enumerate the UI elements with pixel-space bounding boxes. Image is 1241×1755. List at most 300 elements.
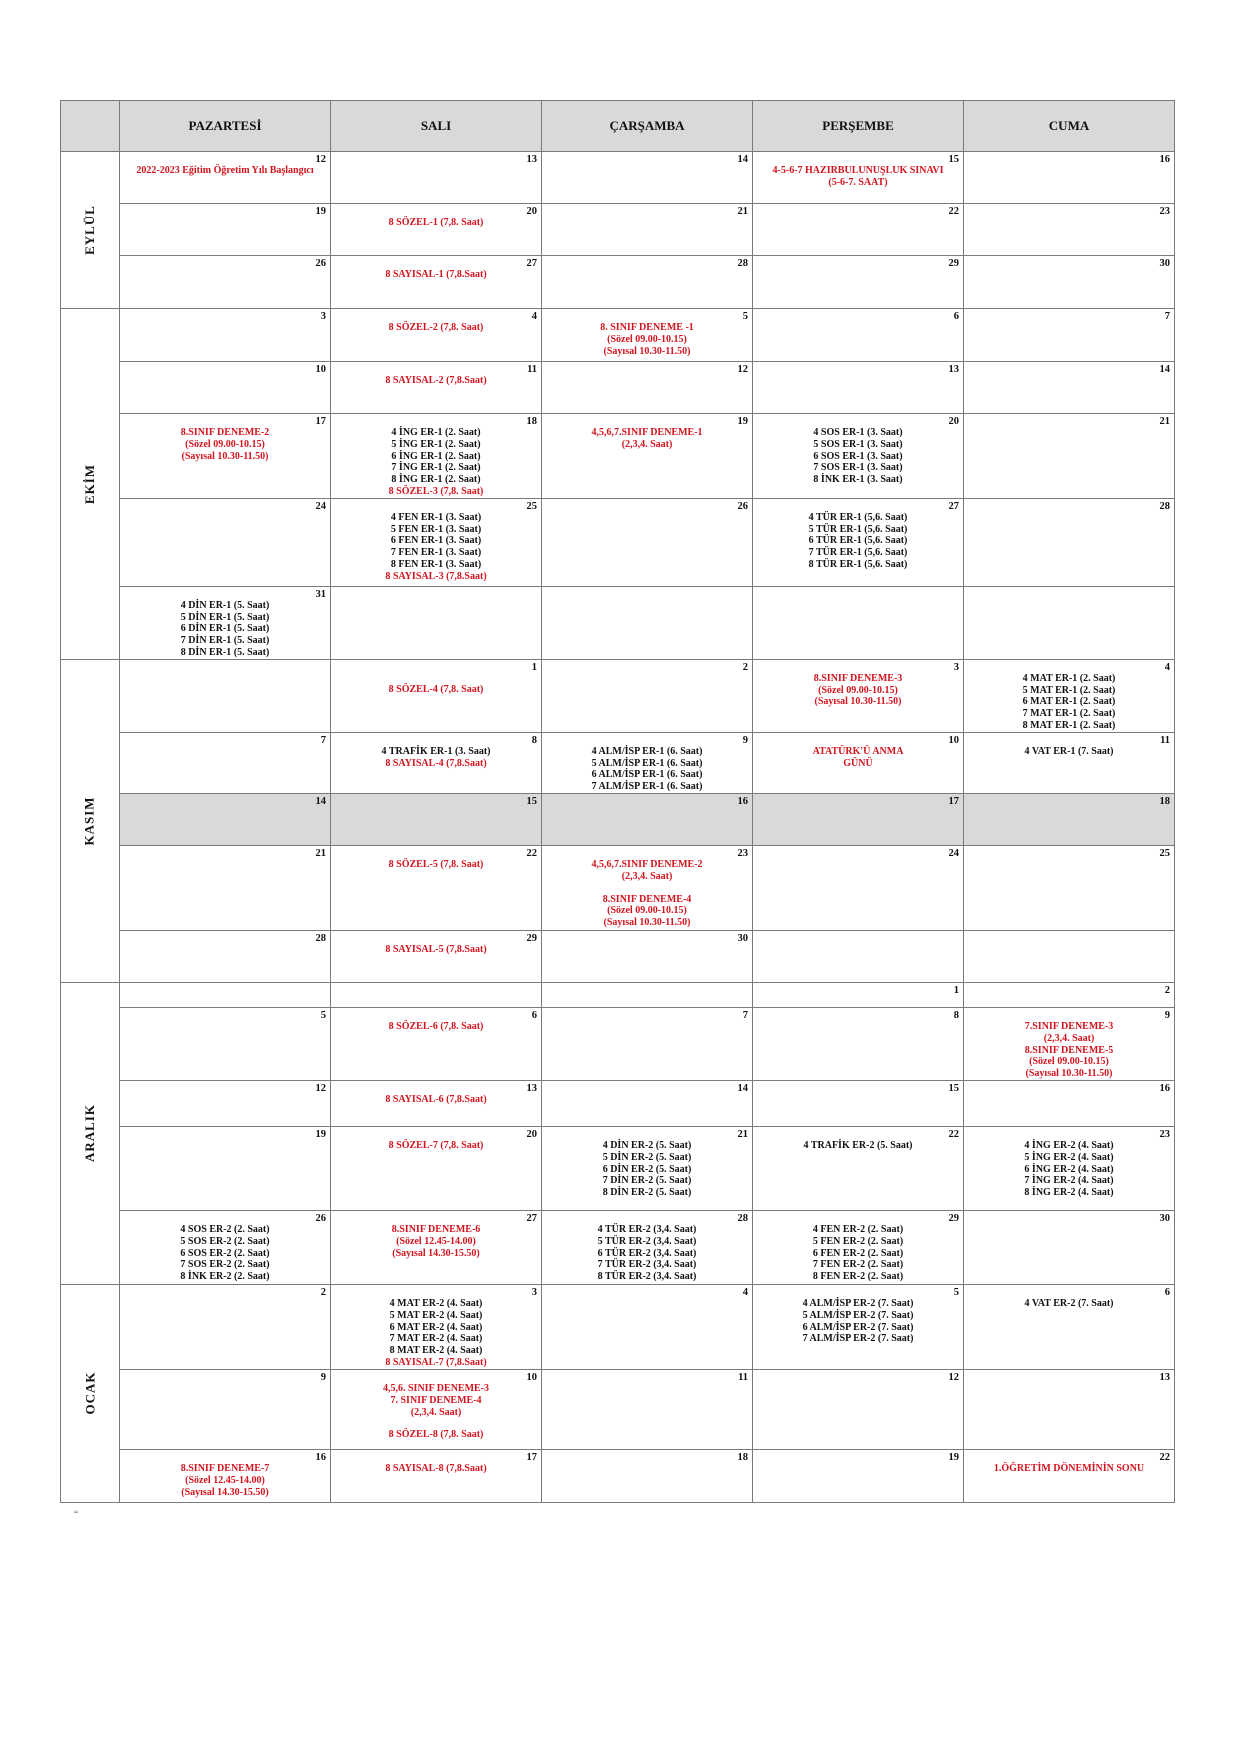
day-number: 23 <box>1159 1128 1171 1140</box>
event-exam-entry: 4 TÜR ER-2 (3,4. Saat) <box>597 1223 697 1235</box>
event-highlight: (Sözel 12.45-14.00) <box>396 1235 476 1247</box>
day-cell <box>120 152 331 204</box>
event-exam-entry: 5 TÜR ER-2 (3,4. Saat) <box>597 1235 697 1247</box>
event-exam-entry: 6 İNG ER-2 (4. Saat) <box>1024 1163 1114 1175</box>
event-exam-entry: 7 FEN ER-1 (3. Saat) <box>390 547 482 559</box>
event-highlight: (Sayısal 14.30-15.50) <box>392 1247 480 1259</box>
day-cell <box>964 1369 1175 1449</box>
day-number: 17 <box>315 416 327 427</box>
day-cell <box>331 586 542 659</box>
event-exam-entry: 5 FEN ER-1 (3. Saat) <box>390 523 482 535</box>
day-number: 26 <box>737 500 749 512</box>
event-exam-entry: 4 ALM/İSP ER-1 (6. Saat) <box>591 745 703 757</box>
day-cell <box>331 1007 542 1080</box>
event-exam-entry: 4 VAT ER-1 (7. Saat) <box>1024 745 1114 757</box>
day-number: 30 <box>1159 258 1171 269</box>
day-number: 29 <box>526 932 538 944</box>
event-exam-entry: 8 DİN ER-2 (5. Saat) <box>602 1187 692 1199</box>
day-number: 13 <box>948 364 960 375</box>
day-number: 21 <box>315 847 327 859</box>
day-cell <box>331 930 542 982</box>
day-cell <box>542 586 753 659</box>
day-cell <box>542 930 753 982</box>
event-exam-entry: 5 ALM/İSP ER-2 (7. Saat) <box>802 1309 914 1321</box>
week-row <box>61 362 1175 414</box>
day-cell <box>542 845 753 930</box>
event-exam-entry: 6 DİN ER-1 (5. Saat) <box>180 623 270 635</box>
day-cell <box>964 1007 1175 1080</box>
event-exam-entry: 8 İNK ER-2 (2. Saat) <box>180 1271 270 1283</box>
day-cell <box>753 1284 964 1369</box>
day-number: 23 <box>737 847 749 859</box>
day-number: 29 <box>948 258 960 269</box>
corner-cell <box>61 101 120 152</box>
event-highlight: GÜNÜ <box>843 757 873 769</box>
day-cell <box>964 1080 1175 1126</box>
day-cell <box>542 1210 753 1284</box>
day-number: 4 <box>742 1286 749 1298</box>
event-highlight: (2,3,4. Saat) <box>410 1406 462 1418</box>
day-cell <box>542 498 753 586</box>
event-exam-entry: 8 TÜR ER-2 (3,4. Saat) <box>597 1271 697 1283</box>
day-cell <box>753 793 964 845</box>
event-exam-entry: 5 MAT ER-2 (4. Saat) <box>389 1309 483 1321</box>
day-number: 27 <box>526 1212 538 1224</box>
event-exam-entry: 4 VAT ER-2 (7. Saat) <box>1024 1297 1114 1309</box>
event-exam-entry: 4 FEN ER-2 (2. Saat) <box>812 1223 904 1235</box>
day-number: 30 <box>737 932 749 944</box>
day-number: 6 <box>953 311 960 322</box>
day-cell <box>120 1210 331 1284</box>
event-exam-entry: 5 SOS ER-1 (3. Saat) <box>813 438 903 450</box>
event-exam-entry: 8 MAT ER-2 (4. Saat) <box>389 1345 483 1357</box>
day-number: 21 <box>737 1128 749 1140</box>
day-number: 8 <box>531 734 538 746</box>
day-cell <box>753 414 964 499</box>
day-number: 30 <box>1159 1212 1171 1224</box>
header-carsamba: ÇARŞAMBA <box>542 101 753 152</box>
day-cell <box>964 414 1175 499</box>
day-cell <box>542 256 753 309</box>
week-row <box>61 1080 1175 1126</box>
month-label-cell <box>61 1284 120 1502</box>
event-highlight: 8. SINIF DENEME -1 <box>600 322 694 333</box>
day-cell <box>964 1126 1175 1210</box>
day-cell <box>331 1126 542 1210</box>
day-number: 9 <box>742 734 749 746</box>
day-cell <box>753 204 964 256</box>
day-number: 2 <box>1164 984 1171 996</box>
day-cell <box>753 1210 964 1284</box>
event-exam-entry: 8 FEN ER-2 (2. Saat) <box>812 1271 904 1283</box>
event-highlight: 8.SINIF DENEME-4 <box>602 893 692 905</box>
day-number: 12 <box>737 364 749 375</box>
event-exam-entry: 7 TÜR ER-1 (5,6. Saat) <box>808 547 908 559</box>
event-highlight: (2,3,4. Saat) <box>1043 1032 1095 1044</box>
day-cell <box>964 152 1175 204</box>
day-number: 11 <box>1160 734 1171 746</box>
event-exam-entry: 4 SOS ER-2 (2. Saat) <box>180 1223 270 1235</box>
day-cell <box>964 659 1175 732</box>
event-exam-entry: 4 MAT ER-1 (2. Saat) <box>1022 672 1116 684</box>
week-row <box>61 793 1175 845</box>
day-cell <box>964 930 1175 982</box>
day-number: 17 <box>526 1451 538 1463</box>
month-name: KASIM <box>82 796 97 846</box>
day-cell <box>964 732 1175 793</box>
day-cell <box>331 362 542 414</box>
event-highlight: 8.SINIF DENEME-3 <box>813 672 903 684</box>
week-row <box>61 1007 1175 1080</box>
day-number: 11 <box>527 364 538 375</box>
day-cell <box>331 152 542 204</box>
day-cell <box>753 256 964 309</box>
month-label-cell <box>61 309 120 660</box>
day-number: 18 <box>526 416 538 427</box>
day-number: 4 <box>531 311 538 322</box>
day-cell <box>964 1449 1175 1502</box>
month-label-cell <box>61 659 120 982</box>
event-highlight: 8 SÖZEL-5 (7,8. Saat) <box>388 858 484 870</box>
event-highlight: 8 SAYISAL-8 (7,8.Saat) <box>385 1462 487 1474</box>
day-cell <box>331 1210 542 1284</box>
event-exam-entry: 4 İNG ER-1 (2. Saat) <box>391 427 481 438</box>
day-cell <box>964 256 1175 309</box>
day-number: 25 <box>526 500 538 512</box>
event-exam-entry: 5 DİN ER-1 (5. Saat) <box>180 611 270 623</box>
day-number <box>331 983 541 996</box>
day-cell <box>120 1080 331 1126</box>
event-highlight: (Sözel 09.00-10.15) <box>607 333 687 345</box>
event-exam-entry: 4 SOS ER-1 (3. Saat) <box>813 427 903 438</box>
day-number <box>753 931 963 944</box>
day-number: 31 <box>315 588 327 600</box>
day-cell <box>331 1284 542 1369</box>
weekday-header-row <box>61 101 1175 152</box>
day-number: 5 <box>320 1009 327 1021</box>
event-highlight: (Sözel 09.00-10.15) <box>818 684 898 696</box>
event-highlight: 8 SAYISAL-3 (7,8.Saat) <box>385 570 487 582</box>
event-exam-entry: 6 SOS ER-1 (3. Saat) <box>813 450 903 462</box>
event-highlight: 8 SÖZEL-7 (7,8. Saat) <box>388 1139 484 1151</box>
event-exam-entry: 6 DİN ER-2 (5. Saat) <box>602 1163 692 1175</box>
day-number: 15 <box>948 1082 960 1094</box>
day-cell <box>964 498 1175 586</box>
event-exam-entry: 4 TRAFİK ER-1 (3. Saat) <box>381 745 491 757</box>
day-cell <box>331 659 542 732</box>
event-highlight: 4,5,6,7.SINIF DENEME-2 <box>591 858 703 870</box>
event-highlight: (Sayısal 10.30-11.50) <box>181 450 269 462</box>
event-highlight: 8 SÖZEL-4 (7,8. Saat) <box>388 683 484 695</box>
day-cell <box>542 1126 753 1210</box>
day-cell <box>331 256 542 309</box>
day-number: 18 <box>737 1451 749 1463</box>
day-cell <box>120 1449 331 1502</box>
event-highlight: (Sayısal 10.30-11.50) <box>814 696 902 708</box>
day-number: 22 <box>948 1128 960 1140</box>
event-exam-entry: 6 ALM/İSP ER-2 (7. Saat) <box>802 1321 914 1333</box>
week-row <box>61 1449 1175 1502</box>
event-highlight: 8.SINIF DENEME-7 <box>180 1462 270 1474</box>
day-cell <box>964 793 1175 845</box>
week-row <box>61 732 1175 793</box>
day-cell <box>120 732 331 793</box>
day-number: 1 <box>953 984 960 996</box>
day-cell <box>753 152 964 204</box>
day-cell <box>753 1007 964 1080</box>
day-cell <box>964 362 1175 414</box>
exam-calendar-table <box>60 100 1175 1503</box>
event-spacer <box>331 1418 541 1429</box>
day-number: 21 <box>737 206 749 217</box>
event-spacer <box>120 859 330 870</box>
month-name: OCAK <box>82 1371 97 1415</box>
day-number: 17 <box>948 795 960 807</box>
day-number: 13 <box>1159 1371 1171 1383</box>
day-number: 6 <box>1164 1286 1171 1298</box>
week-row <box>61 1284 1175 1369</box>
day-cell <box>331 845 542 930</box>
day-cell <box>542 1007 753 1080</box>
day-cell <box>964 204 1175 256</box>
day-number: 22 <box>1159 1451 1171 1463</box>
day-cell <box>120 793 331 845</box>
day-number: 24 <box>948 847 960 859</box>
day-cell <box>753 309 964 362</box>
event-exam-entry: 6 İNG ER-1 (2. Saat) <box>391 450 481 462</box>
week-row <box>61 659 1175 732</box>
day-number: 15 <box>526 795 538 807</box>
event-exam-entry: 5 TÜR ER-1 (5,6. Saat) <box>808 523 908 535</box>
day-cell <box>542 1449 753 1502</box>
day-number: 1 <box>531 661 538 673</box>
day-number: 19 <box>315 1128 327 1140</box>
day-cell <box>120 1126 331 1210</box>
event-highlight: (Sözel 12.45-14.00) <box>185 1474 265 1486</box>
day-number: 21 <box>1159 416 1171 427</box>
day-number: 24 <box>315 500 327 512</box>
day-cell <box>753 1126 964 1210</box>
event-highlight: 8 SAYISAL-4 (7,8.Saat) <box>385 757 487 769</box>
week-row <box>61 414 1175 499</box>
event-highlight: 8 SAYISAL-1 (7,8.Saat) <box>385 269 487 280</box>
day-cell <box>753 586 964 659</box>
week-row <box>61 982 1175 1007</box>
day-cell <box>964 1210 1175 1284</box>
event-spacer <box>542 883 752 894</box>
event-exam-entry: 5 SOS ER-2 (2. Saat) <box>180 1235 270 1247</box>
week-row <box>61 1210 1175 1284</box>
day-number: 22 <box>948 206 960 217</box>
day-number: 20 <box>526 206 538 217</box>
day-cell <box>542 204 753 256</box>
day-number: 28 <box>737 1212 749 1224</box>
day-cell <box>753 659 964 732</box>
day-number: 28 <box>737 258 749 269</box>
day-number: 28 <box>1159 500 1171 512</box>
day-number: 6 <box>531 1009 538 1021</box>
day-cell <box>120 414 331 499</box>
event-exam-entry: 7 İNG ER-2 (4. Saat) <box>1024 1175 1114 1187</box>
event-highlight: ATATÜRK'Ü ANMA <box>812 745 904 757</box>
day-cell <box>331 204 542 256</box>
footnote-mark: “ <box>74 1509 78 1519</box>
day-number: 5 <box>742 311 749 322</box>
day-number: 13 <box>526 1082 538 1094</box>
event-highlight: 8.SINIF DENEME-6 <box>391 1223 481 1235</box>
event-exam-entry: 4 TÜR ER-1 (5,6. Saat) <box>808 511 908 523</box>
day-number: 27 <box>948 500 960 512</box>
day-cell <box>120 204 331 256</box>
event-highlight: (Sözel 09.00-10.15) <box>607 905 687 917</box>
day-number <box>753 587 963 600</box>
day-cell <box>120 930 331 982</box>
day-cell <box>542 414 753 499</box>
week-row <box>61 930 1175 982</box>
day-number: 2 <box>320 1286 327 1298</box>
event-highlight: 7.SINIF DENEME-3 <box>1024 1020 1114 1032</box>
event-highlight: (Sayısal 10.30-11.50) <box>1025 1068 1113 1080</box>
day-number: 8 <box>953 1009 960 1021</box>
month-name: EYLÜL <box>82 205 98 255</box>
event-highlight: 8 SÖZEL-1 (7,8. Saat) <box>388 217 484 228</box>
day-number: 29 <box>948 1212 960 1224</box>
event-highlight: (5-6-7. SAAT) <box>828 176 888 188</box>
month-label-cell <box>61 152 120 309</box>
day-cell <box>542 732 753 793</box>
day-number <box>331 587 541 600</box>
day-cell <box>120 1369 331 1449</box>
event-highlight: 2022-2023 Eğitim Öğretim Yılı Başlangıcı <box>136 165 314 176</box>
event-highlight: 8 SÖZEL-6 (7,8. Saat) <box>388 1020 484 1032</box>
day-cell <box>331 732 542 793</box>
day-cell <box>964 845 1175 930</box>
event-exam-entry: 4 İNG ER-2 (4. Saat) <box>1024 1139 1114 1151</box>
event-highlight: 8.SINIF DENEME-5 <box>1024 1044 1114 1056</box>
header-pazartesi: PAZARTESİ <box>120 101 331 152</box>
day-number: 18 <box>1159 795 1171 807</box>
event-highlight: 8 SÖZEL-8 (7,8. Saat) <box>388 1429 484 1441</box>
day-number: 27 <box>526 258 538 269</box>
event-highlight: (Sayısal 10.30-11.50) <box>603 345 691 357</box>
event-highlight: 4-5-6-7 HAZIRBULUNUŞLUK SINAVI <box>772 165 944 176</box>
day-cell <box>542 982 753 1007</box>
header-cuma: CUMA <box>964 101 1175 152</box>
day-cell <box>331 1369 542 1449</box>
day-cell <box>542 1284 753 1369</box>
day-number: 19 <box>948 1451 960 1463</box>
event-exam-entry: 7 ALM/İSP ER-2 (7. Saat) <box>802 1333 914 1345</box>
day-cell <box>542 1080 753 1126</box>
day-cell <box>542 659 753 732</box>
day-number: 14 <box>737 1082 749 1094</box>
event-exam-entry: 7 SOS ER-1 (3. Saat) <box>813 462 903 474</box>
header-persembe: PERŞEMBE <box>753 101 964 152</box>
day-number: 11 <box>738 1371 749 1383</box>
event-exam-entry: 5 MAT ER-1 (2. Saat) <box>1022 684 1116 696</box>
day-cell <box>542 309 753 362</box>
event-exam-entry: 8 DİN ER-1 (5. Saat) <box>180 646 270 658</box>
event-exam-entry: 7 MAT ER-1 (2. Saat) <box>1022 708 1116 720</box>
day-cell <box>120 309 331 362</box>
day-cell <box>331 309 542 362</box>
event-exam-entry: 5 ALM/İSP ER-1 (6. Saat) <box>591 757 703 769</box>
day-number: 13 <box>526 154 538 165</box>
day-number <box>542 587 752 600</box>
week-row <box>61 1369 1175 1449</box>
month-label-cell <box>61 982 120 1284</box>
event-exam-entry: 6 FEN ER-1 (3. Saat) <box>390 535 482 547</box>
day-cell <box>331 1449 542 1502</box>
event-highlight: 8 SAYISAL-6 (7,8.Saat) <box>385 1093 487 1105</box>
week-row <box>61 309 1175 362</box>
day-number: 28 <box>315 932 327 944</box>
day-number: 2 <box>742 661 749 673</box>
day-cell <box>542 1369 753 1449</box>
day-cell <box>753 498 964 586</box>
day-cell <box>964 586 1175 659</box>
event-exam-entry: 5 İNG ER-2 (4. Saat) <box>1024 1151 1114 1163</box>
day-number: 19 <box>737 416 749 427</box>
day-number: 10 <box>948 734 960 746</box>
day-number: 7 <box>1164 311 1171 322</box>
event-exam-entry: 7 DİN ER-2 (5. Saat) <box>602 1175 692 1187</box>
event-exam-entry: 6 SOS ER-2 (2. Saat) <box>180 1247 270 1259</box>
event-highlight: 4,5,6,7.SINIF DENEME-1 <box>591 427 703 438</box>
day-cell <box>331 1080 542 1126</box>
day-cell <box>120 362 331 414</box>
day-number: 3 <box>953 661 960 673</box>
event-exam-entry: 7 İNG ER-1 (2. Saat) <box>391 462 481 474</box>
week-row <box>61 204 1175 256</box>
event-exam-entry: 8 MAT ER-1 (2. Saat) <box>1022 719 1116 731</box>
day-number <box>964 587 1174 600</box>
month-name: ARALIK <box>82 1104 98 1163</box>
event-exam-entry: 6 ALM/İSP ER-1 (6. Saat) <box>591 769 703 781</box>
event-exam-entry: 4 ALM/İSP ER-2 (7. Saat) <box>802 1297 914 1309</box>
day-number: 23 <box>1159 206 1171 217</box>
day-cell <box>120 845 331 930</box>
week-row <box>61 256 1175 309</box>
event-highlight: (Sayısal 10.30-11.50) <box>603 917 691 929</box>
day-number: 12 <box>315 1082 327 1094</box>
calendar-body <box>61 152 1175 1503</box>
day-number: 3 <box>320 311 327 322</box>
day-number: 26 <box>315 1212 327 1224</box>
event-exam-entry: 7 TÜR ER-2 (3,4. Saat) <box>597 1259 697 1271</box>
day-cell <box>753 1449 964 1502</box>
day-cell <box>964 1284 1175 1369</box>
event-highlight: 8 SAYISAL-7 (7,8.Saat) <box>385 1356 487 1368</box>
day-number: 19 <box>315 206 327 217</box>
event-highlight: 8 SAYISAL-5 (7,8.Saat) <box>385 943 487 955</box>
day-cell <box>120 586 331 659</box>
day-cell <box>753 982 964 1007</box>
week-row <box>61 586 1175 659</box>
event-exam-entry: 6 MAT ER-1 (2. Saat) <box>1022 696 1116 708</box>
event-highlight: 1.ÖĞRETİM DÖNEMİNİN SONU <box>993 1462 1145 1474</box>
week-row <box>61 1126 1175 1210</box>
day-number: 14 <box>737 154 749 165</box>
event-highlight: (Sözel 09.00-10.15) <box>1029 1056 1109 1068</box>
event-exam-entry: 5 İNG ER-1 (2. Saat) <box>391 438 481 450</box>
event-highlight: 4,5,6. SINIF DENEME-3 <box>383 1382 490 1394</box>
event-exam-entry: 4 DİN ER-2 (5. Saat) <box>602 1139 692 1151</box>
week-row <box>61 845 1175 930</box>
day-number: 16 <box>737 795 749 807</box>
day-number: 7 <box>320 734 327 746</box>
day-cell <box>753 930 964 982</box>
